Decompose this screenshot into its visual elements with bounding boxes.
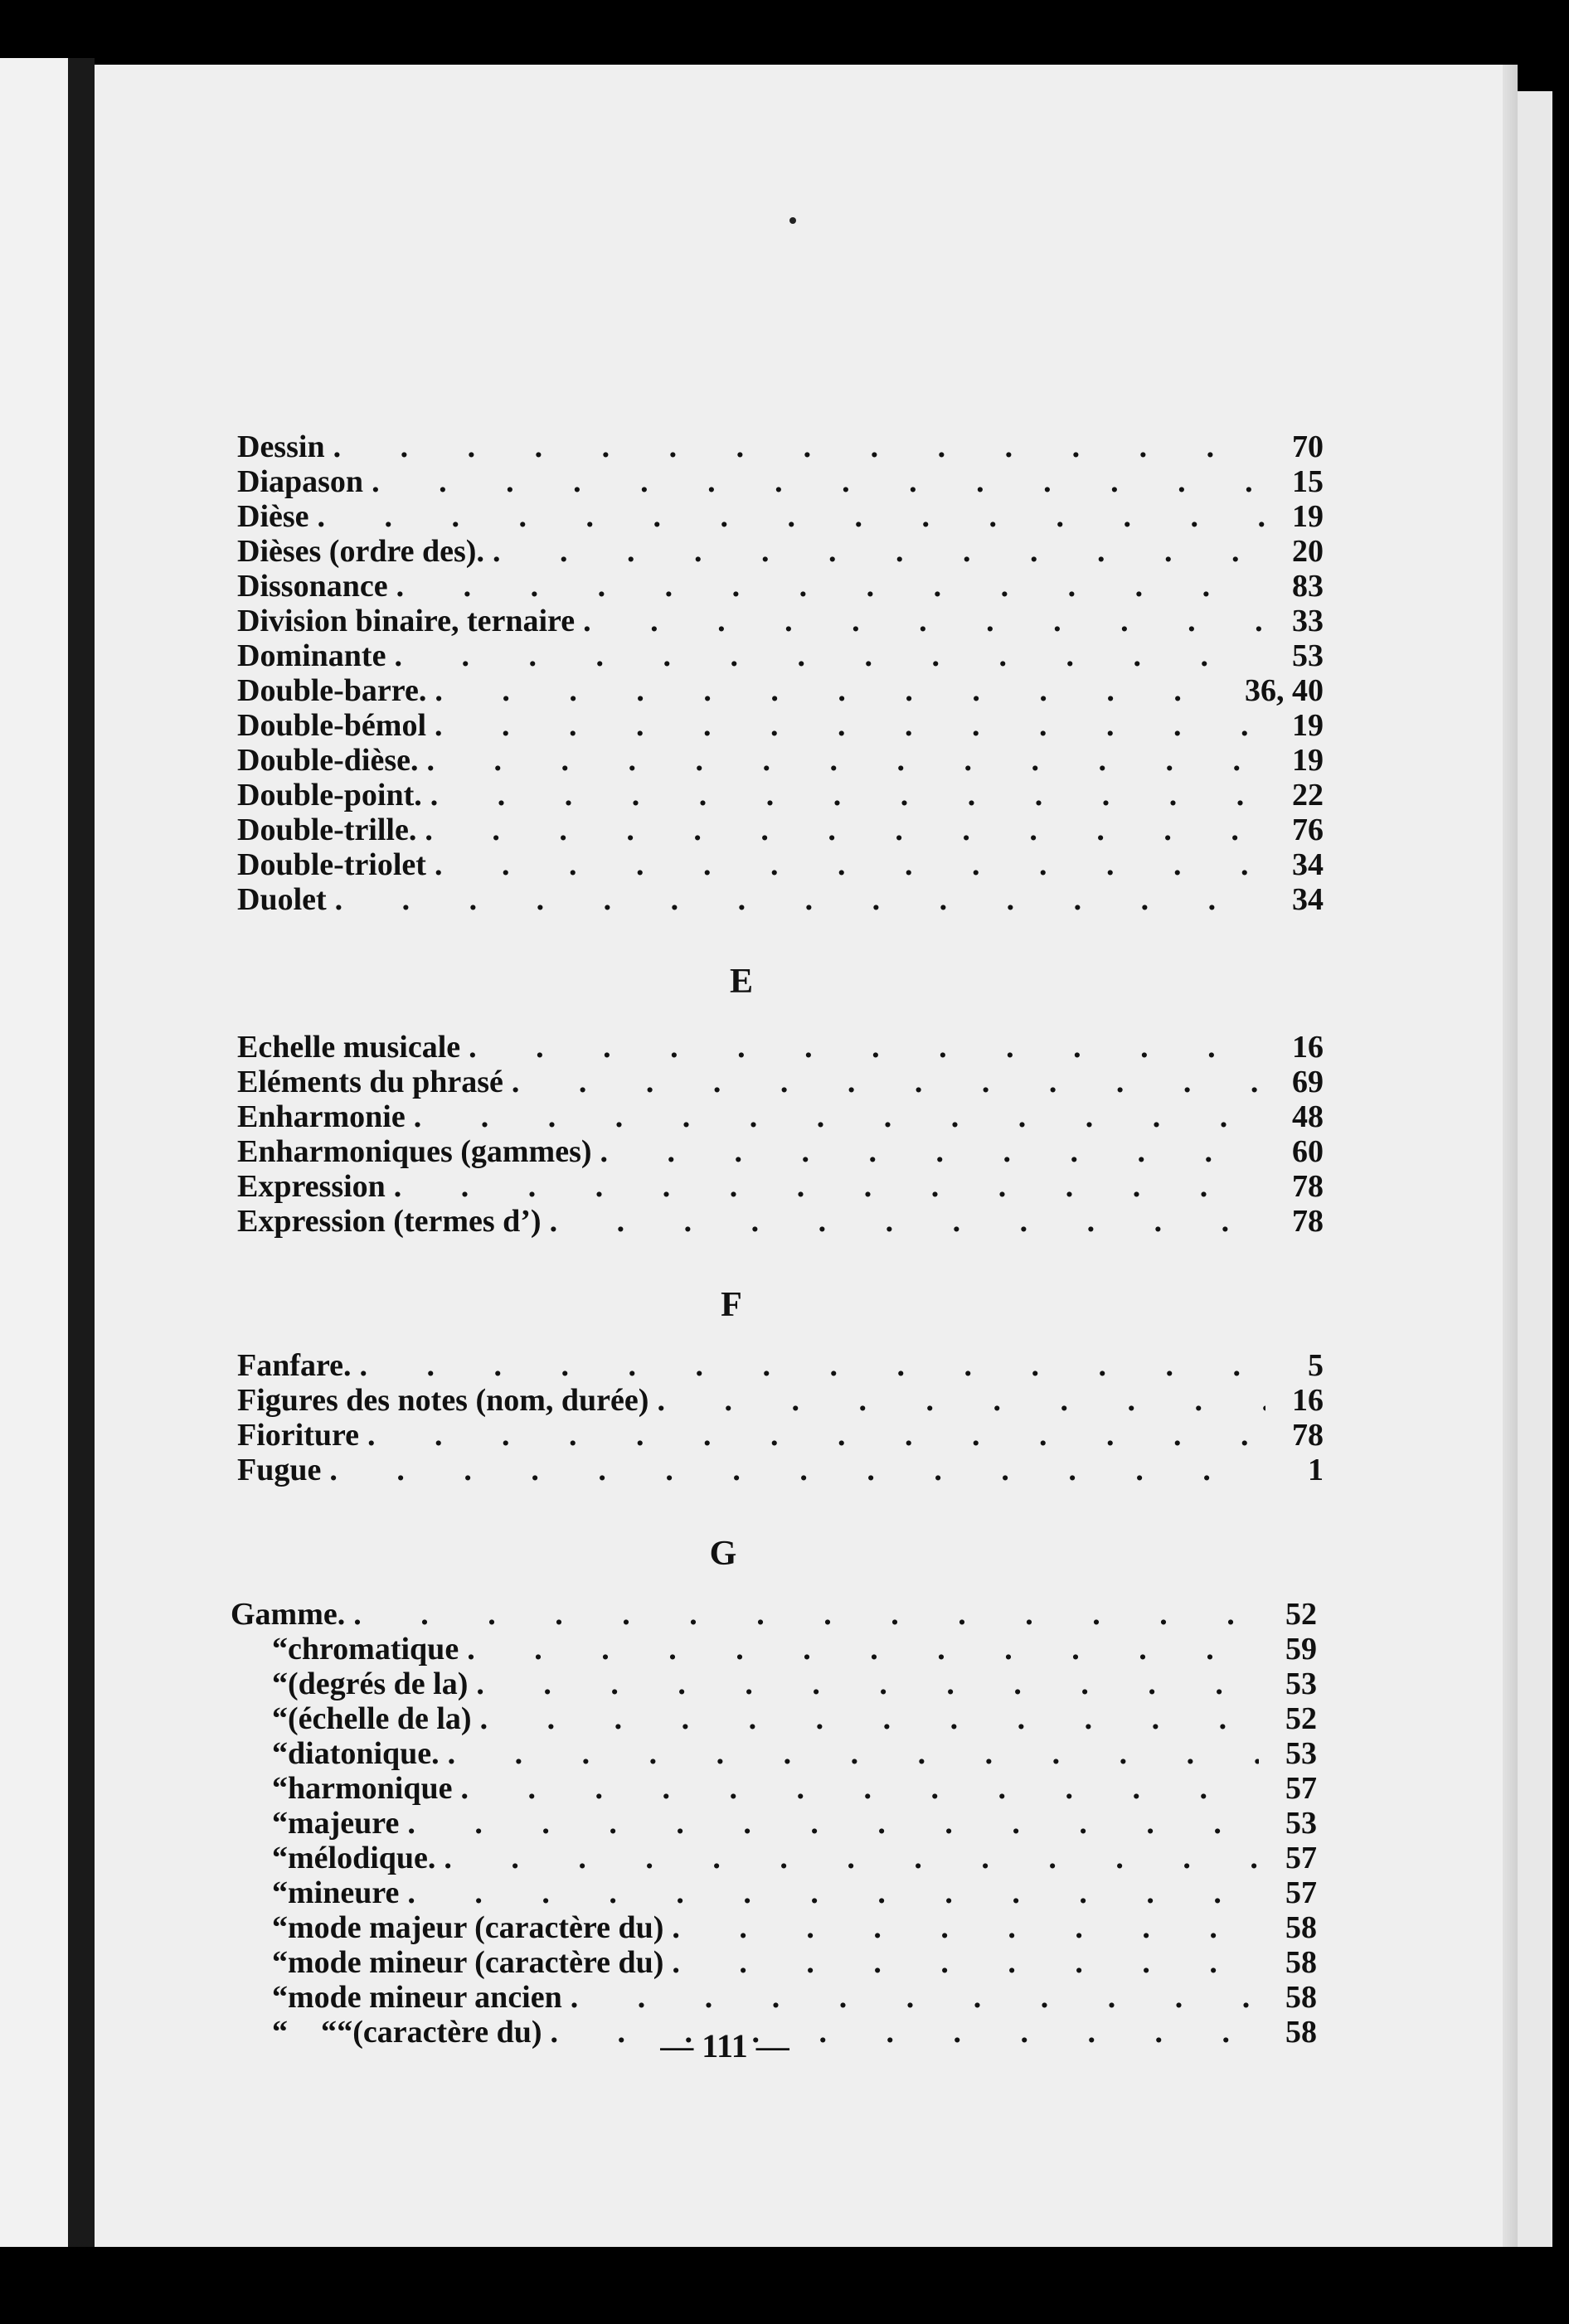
entry-term: Eléments du phrasé [237,1065,503,1099]
index-entry [237,1065,1324,1099]
index-entry [237,847,1324,882]
section-g [231,1597,1317,2050]
entry-term: (degrés de la) [288,1667,469,1701]
index-entry [237,569,1324,604]
entry-term: Division binaire, ternaire [237,604,576,638]
ditto-mark: “ [272,1945,288,1980]
entry-page: 16 [1292,1383,1324,1418]
leader-dots [407,1875,1259,1910]
entry-page: 22 [1292,778,1324,813]
entry-term: Expression (termes d’) [237,1204,542,1239]
entry-term: diatonique. [288,1736,440,1771]
entry-page: 15 [1292,464,1324,499]
entry-term: mode mineur ancien [288,1980,562,2015]
index-subentry [231,1736,1317,1771]
index-subentry [231,1771,1317,1806]
ditto-mark: “ [272,1632,288,1667]
leader-dots [476,1667,1259,1701]
entry-page: 33 [1292,604,1324,638]
index-entry [237,1030,1324,1065]
index-entry [237,499,1324,534]
index-entry [237,429,1324,464]
index-entry [237,1383,1324,1418]
leader-dots [435,673,1236,708]
entry-term: Dièses (ordre des). [237,534,484,569]
ditto-mark: “ [272,1841,288,1875]
ditto-mark: “ [272,1875,288,1910]
leader-dots [396,569,1265,604]
section-letter-f: F [721,1286,742,1324]
ditto-mark: “ [337,2015,353,2050]
entry-page: 5 [1308,1348,1324,1383]
index-entry [237,534,1324,569]
entry-term: (échelle de la) [288,1701,472,1736]
leader-dots [672,1945,1259,1980]
ditto-mark: “ [321,2015,337,2050]
section-letter-g: G [709,1535,737,1573]
entry-term: Double-dièse. [237,743,419,778]
leader-dots [372,464,1265,499]
index-entry [237,743,1324,778]
entry-term: Expression [237,1169,386,1204]
index-entry [237,1099,1324,1134]
ditto-mark: “ [272,1910,288,1945]
index-entry [237,1418,1324,1453]
entry-term: Double-trille. [237,813,417,847]
leader-dots [407,1806,1259,1841]
entry-term: mélodique. [288,1841,436,1875]
ditto-mark: “ [272,1736,288,1771]
leader-dots [360,1348,1265,1383]
entry-term: Diapason [237,464,364,499]
section-d [237,429,1324,917]
index-entry [237,1134,1324,1169]
entry-term: Gamme. [231,1597,346,1632]
index-subentry [231,1806,1317,1841]
index-subentry [231,1841,1317,1875]
entry-term: Dissonance [237,569,388,604]
ditto-mark: “ [272,1806,288,1841]
ditto-mark: “ [272,1667,288,1701]
index-entry [237,638,1324,673]
section-letter-e: E [729,963,753,1001]
entry-term: Echelle musicale [237,1030,461,1065]
entry-term: Enharmoniques (gammes) [237,1134,592,1169]
entry-page: 76 [1292,813,1324,847]
entry-term: Enharmonie [237,1099,406,1134]
entry-term: (caractère du) [352,2015,542,2050]
index-entry [237,882,1324,917]
index-entry [237,604,1324,638]
ditto-mark: “ [272,1980,288,2015]
leader-dots [427,743,1266,778]
index-subentry [231,1980,1317,2015]
leader-dots [467,1632,1259,1667]
leader-dots [583,604,1265,638]
leader-dots [672,1910,1259,1945]
entry-term: Dominante [237,638,386,673]
index-entry [237,1348,1324,1383]
index-entry [237,1169,1324,1204]
index-subentry [231,1667,1317,1701]
entry-page: 58 [1285,1910,1317,1945]
entry-page: 69 [1292,1065,1324,1099]
entry-page: 58 [1285,2015,1317,2050]
entry-page: 57 [1285,1771,1317,1806]
index-entry [237,778,1324,813]
entry-term: mineure [288,1875,400,1910]
entry-page: 48 [1292,1099,1324,1134]
section-e [237,1030,1324,1239]
leader-dots [469,1030,1265,1065]
entry-page: 58 [1285,1980,1317,2015]
leader-dots [353,1597,1259,1632]
entry-term: harmonique [288,1771,453,1806]
left-page-edge [0,58,68,2247]
leader-dots [430,778,1265,813]
index-subentry [231,1875,1317,1910]
entry-page: 19 [1292,708,1324,743]
entry-page: 53 [1285,1806,1317,1841]
leader-dots [550,1204,1265,1239]
entry-page: 20 [1292,534,1324,569]
entry-page: 19 [1292,743,1324,778]
entry-page: 57 [1285,1875,1317,1910]
entry-term: majeure [288,1806,400,1841]
entry-page: 1 [1308,1453,1324,1487]
entry-term: Dessin [237,429,325,464]
entry-page: 57 [1285,1841,1317,1875]
index-subentry [231,1910,1317,1945]
leader-dots [480,1701,1259,1736]
leader-dots [444,1841,1259,1875]
entry-term: Fugue [237,1453,322,1487]
entry-page: 60 [1292,1134,1324,1169]
page-number: — 111 — [660,2027,789,2064]
entry-term: Duolet [237,882,327,917]
entry-term: chromatique [288,1632,459,1667]
entry-term: mode majeur (caractère du) [288,1910,664,1945]
entry-page: 70 [1292,429,1324,464]
leader-dots [335,882,1265,917]
leader-dots [394,1169,1265,1204]
index-entry [237,813,1324,847]
entry-page: 52 [1285,1597,1317,1632]
entry-page: 53 [1285,1736,1317,1771]
entry-term: Fanfare. [237,1348,352,1383]
leader-dots [333,429,1265,464]
leader-dots [512,1065,1265,1099]
index-entry [237,708,1324,743]
index-entry [237,1204,1324,1239]
leader-dots [448,1736,1259,1771]
entry-term: Double-triolet [237,847,426,882]
entry-page: 83 [1292,569,1324,604]
index-content [95,65,1518,2247]
index-entry [231,1597,1317,1632]
leader-dots [318,499,1265,534]
leader-dots [435,847,1265,882]
entry-term: Double-bémol [237,708,426,743]
section-f [237,1348,1324,1487]
leader-dots [425,813,1265,847]
entry-page: 34 [1292,882,1324,917]
book-binding [68,58,95,2247]
entry-page: 36, 40 [1245,673,1324,708]
leader-dots [600,1134,1265,1169]
entry-page: 53 [1292,638,1324,673]
index-entry [237,464,1324,499]
entry-page: 78 [1292,1169,1324,1204]
entry-term: Fioriture [237,1418,360,1453]
leader-dots [657,1383,1265,1418]
entry-term: Double-barre. [237,673,427,708]
index-subentry [231,1945,1317,1980]
entry-term: Dièse [237,499,309,534]
leader-dots [329,1453,1265,1487]
ditto-mark: “ [272,2015,288,2050]
entry-page: 59 [1285,1632,1317,1667]
index-page [95,65,1518,2247]
entry-page: 58 [1285,1945,1317,1980]
index-subentry [231,1701,1317,1736]
leader-dots [394,638,1265,673]
index-entry [237,1453,1324,1487]
entry-page: 34 [1292,847,1324,882]
leader-dots [435,708,1265,743]
entry-page: 78 [1292,1418,1324,1453]
entry-term: Figures des notes (nom, durée) [237,1383,649,1418]
leader-dots [571,1980,1259,2015]
index-entry [237,673,1324,708]
entry-page: 19 [1292,499,1324,534]
leader-dots [367,1418,1265,1453]
leader-dots [493,534,1265,569]
index-subentry [231,1632,1317,1667]
entry-page: 78 [1292,1204,1324,1239]
entry-page: 16 [1292,1030,1324,1065]
entry-term: mode mineur (caractère du) [288,1945,664,1980]
entry-page: 52 [1285,1701,1317,1736]
entry-page: 53 [1285,1667,1317,1701]
ditto-mark: “ [272,1771,288,1806]
leader-dots [460,1771,1259,1806]
ditto-mark: “ [272,1701,288,1736]
entry-term: Double-point. [237,778,422,813]
right-page-edge [1518,91,1552,2247]
leader-dots [414,1099,1265,1134]
